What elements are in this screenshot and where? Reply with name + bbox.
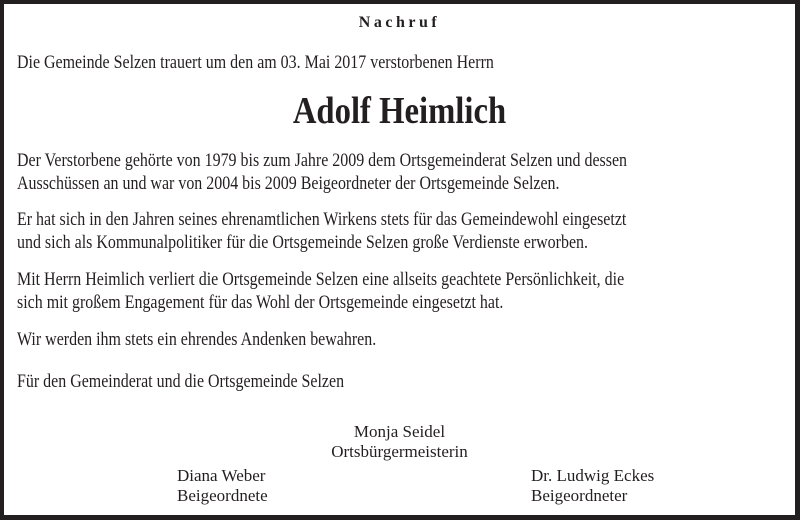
paragraph-on-behalf: [17, 370, 667, 393]
deceased-name: Adolf Heimlich: [292, 90, 507, 132]
paragraph-line: Für den Gemeinderat und die Ortsgemeinde Selzen: [17, 371, 345, 392]
notice-heading: Nachruf: [358, 14, 441, 31]
signatory-name: Diana Weber: [177, 466, 266, 485]
signature-deputy-left: [177, 466, 268, 506]
signatory-name: Monja Seidel: [353, 422, 446, 441]
paragraph-line: Der Verstorbene gehörte von 1979 bis zum Jahre 2009 dem Ortsgemeinderat Selzen und dessen: [17, 150, 628, 171]
paragraph-line: und sich als Kommunalpolitiker für die Ortsgemeinde Selzen große Verdienste erworben.: [17, 232, 589, 253]
paragraph-line: sich mit großem Engagement für das Wohl der Ortsgemeinde eingesetzt hat.: [17, 292, 504, 313]
paragraph-service: [17, 149, 667, 195]
paragraph-line: Ausschüssen an und war von 2004 bis 2009 Beigeordneter der Ortsgemeinde Selzen.: [17, 173, 560, 194]
paragraph-line: Mit Herrn Heimlich verliert die Ortsgemeinde Selzen eine allseits geachtete Persönlichkeit, die: [17, 269, 625, 290]
paragraph-line: Er hat sich in den Jahren seines ehrenamtlichen Wirkens stets für das Gemeindewohl eingesetzt: [17, 209, 627, 230]
obituary-notice: [4, 4, 795, 515]
signatory-role: Beigeordnete: [177, 486, 268, 505]
signatory-name: Dr. Ludwig Eckes: [531, 466, 655, 485]
signatory-role: Ortsbürgermeisterin: [331, 442, 468, 461]
paragraph-line: Wir werden ihm stets ein ehrendes Andenken bewahren.: [17, 329, 377, 350]
paragraph-loss: [17, 268, 667, 314]
paragraph-merits: [17, 208, 667, 254]
signature-deputy-right: [531, 466, 654, 506]
signature-mayor: [4, 422, 795, 462]
paragraph-remembrance: [17, 328, 667, 351]
signatory-role: Beigeordneter: [531, 486, 628, 505]
intro-line: Die Gemeinde Selzen trauert um den am 03. Mai 2017 verstorbenen Herrn: [17, 52, 494, 73]
